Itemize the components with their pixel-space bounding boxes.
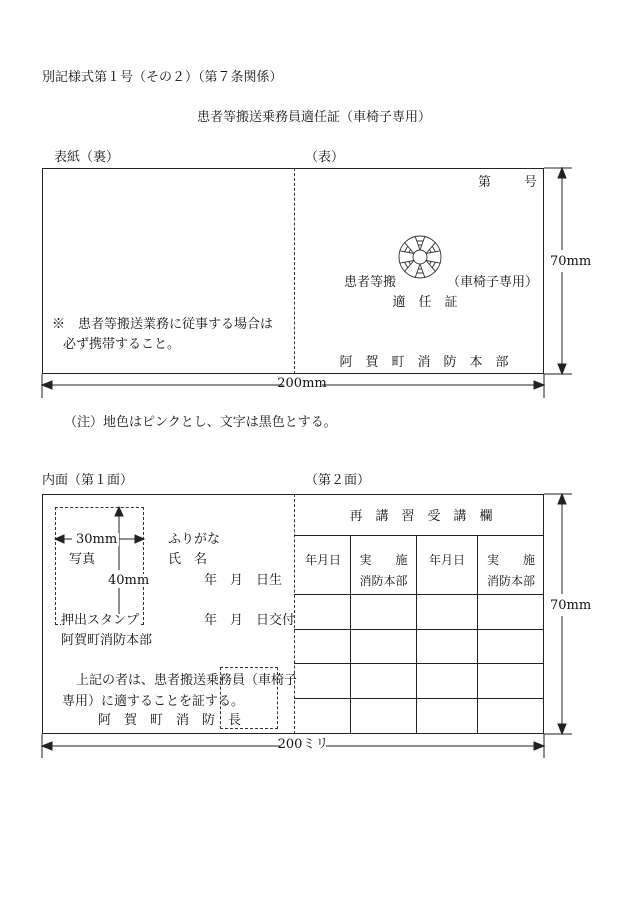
number-suffix: 号 <box>524 175 538 190</box>
name-label: 氏 名 <box>168 552 208 567</box>
form-identifier: 別記様式第１号（その２）（第７条関係） <box>42 70 283 85</box>
col-header-date-a: 年月日 <box>304 553 341 567</box>
card2-width-label: 200ミリ <box>277 737 329 752</box>
photo-label: 写真 <box>69 552 96 567</box>
certification-line2: 専用）に適することを証する。 <box>62 694 245 709</box>
photo-height-label: 40mm <box>108 573 150 588</box>
col-header-impl-b-line1: 実 施 <box>486 553 535 567</box>
page-title: 患者等搬送乗務員適任証（車椅子専用） <box>196 110 432 125</box>
color-note: （注）地色はピンクとし、文字は黒色とする。 <box>64 415 337 430</box>
certification-issuer: 阿 賀 町 消 防 長 <box>98 713 242 728</box>
inner-face-label: 内面（第１面） <box>42 473 134 488</box>
second-face-label: （第２面） <box>305 473 371 488</box>
card1-width-label: 200mm <box>277 376 327 391</box>
furigana-label: ふりがな <box>168 532 221 547</box>
col-header-impl-a-line1: 実 施 <box>359 553 408 567</box>
birth-date-label: 年 月 日生 <box>204 573 283 588</box>
back-cover-label: 表紙（裏） <box>54 150 120 165</box>
retraining-table-title: 再 講 習 受 講 欄 <box>349 509 493 524</box>
stamp-label: 押出スタンプ <box>61 613 140 628</box>
back-note-line2: 必ず携帯すること。 <box>63 337 181 352</box>
certification-line1: 上記の者は、患者搬送乗務員（車椅子 <box>76 673 298 688</box>
front-title-part1: 患者等搬 <box>344 275 397 290</box>
card2-height-label: 70mm <box>550 598 592 613</box>
card1-height-label: 70mm <box>550 254 592 269</box>
photo-width-label: 30mm <box>76 532 118 547</box>
issue-date-label: 年 月 日交付 <box>204 613 296 628</box>
number-prefix: 第 <box>478 175 492 190</box>
stamp-issuer: 阿賀町消防本部 <box>61 633 153 648</box>
col-header-impl-b-line2: 消防本部 <box>486 574 535 588</box>
col-header-impl-a-line2: 消防本部 <box>359 574 408 588</box>
front-issuer: 阿 賀 町 消 防 本 部 <box>339 355 509 370</box>
back-note-line1: ※ 患者等搬送業務に従事する場合は <box>52 317 274 332</box>
front-title-part2: （車椅子専用） <box>447 275 539 290</box>
front-title-cert: 適 任 証 <box>392 295 458 310</box>
col-header-date-b: 年月日 <box>428 553 465 567</box>
front-cover-label: （表） <box>305 150 345 165</box>
